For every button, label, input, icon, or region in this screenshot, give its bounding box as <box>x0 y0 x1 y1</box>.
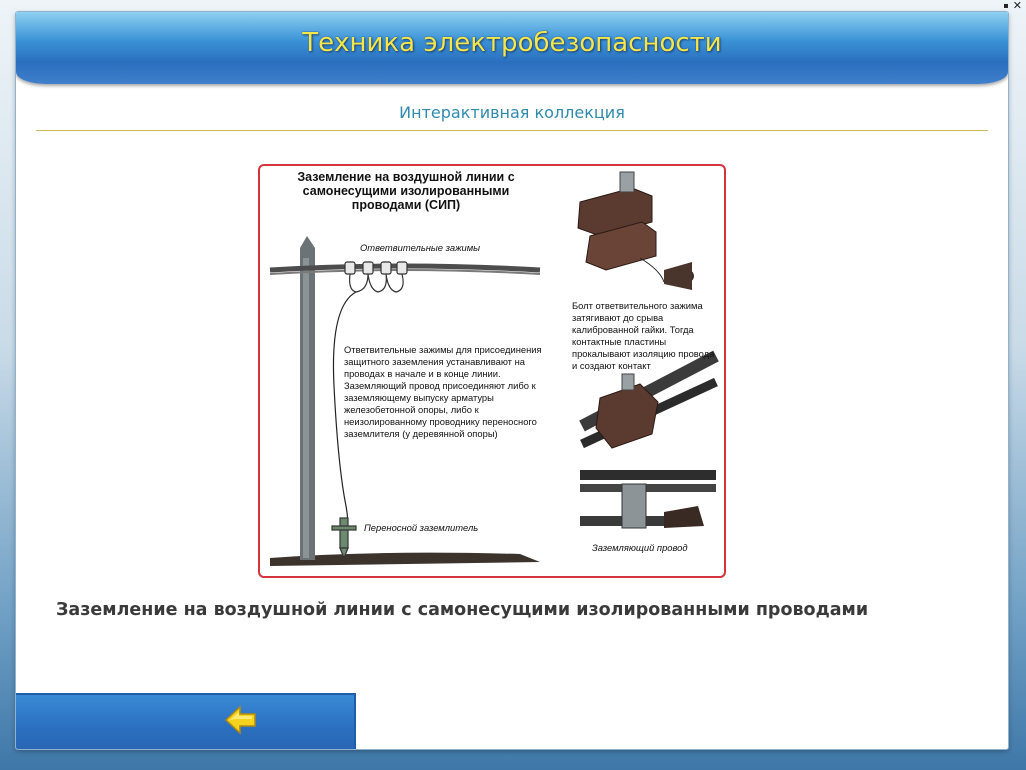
bolt-note: Болт ответвительного зажима затягивают до срыва калиброванной гайки. Тогда контактные пластины прокалывают изоляцию провода и создают контакт <box>572 300 715 371</box>
label-portable-ground: Переносной заземлитель <box>364 522 479 533</box>
main-panel <box>16 12 1008 749</box>
label-branch-clamps: Ответвительные зажимы <box>360 242 481 253</box>
figure-title: Заземление на воздушной линии с самонесущими изолированными проводами (СИП) <box>297 170 515 212</box>
footer-bar <box>16 693 356 749</box>
divider <box>36 130 988 131</box>
minimize-icon[interactable]: ▪ <box>1003 1 1009 10</box>
arrow-left-icon <box>224 703 258 737</box>
header-bar <box>16 12 1008 84</box>
clamp-detail-1 <box>578 172 694 290</box>
back-button[interactable] <box>224 703 258 737</box>
illustration <box>258 164 726 578</box>
app-title: Техника электробезопасности <box>302 28 722 58</box>
portable-ground-shape <box>332 518 356 558</box>
window-controls <box>1003 0 1022 12</box>
clamp-detail-3 <box>580 470 716 528</box>
section-subtitle: Интерактивная коллекция <box>399 103 625 122</box>
label-ground-wire: Заземляющий провод <box>592 542 688 553</box>
close-icon[interactable]: ✕ <box>1012 0 1022 12</box>
figure-description: Ответвительные зажимы для присоединения защитного заземления устанавливают на проводах в начале и в конце линии. Заземляющий провод присоединяют либо к заземляющему выпуску арматуры железобетонной опоры, либо к неизолированному проводнику переносного заземлителя (у деревянной опоры) <box>344 344 542 439</box>
figure-caption: Заземление на воздушной линии с самонесущими изолированными проводами <box>56 600 869 620</box>
